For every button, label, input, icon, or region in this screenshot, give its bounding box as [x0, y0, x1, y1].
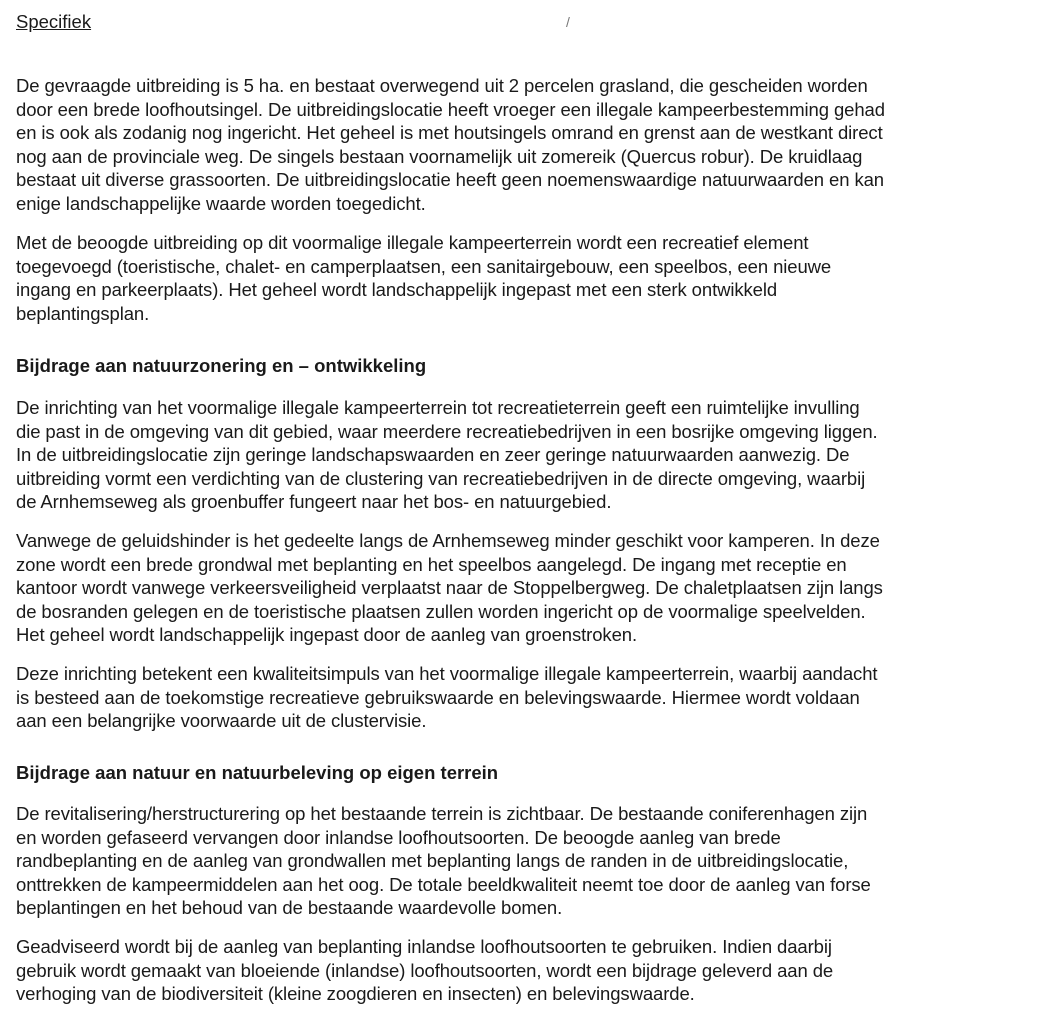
- text-line: In de uitbreidingslocatie zijn geringe landschapswaarden en zeer geringe natuurwaarden aanwezig. De: [16, 444, 850, 466]
- section-heading-natuurbeleving: Bijdrage aan natuur en natuurbeleving op eigen terrein: [16, 762, 499, 783]
- text-line: Vanwege de geluidshinder is het gedeelte langs de Arnhemseweg minder geschikt voor kamperen. In deze: [16, 530, 880, 551]
- text-line: De revitalisering/herstructurering op het bestaande terrein is zichtbaar. De bestaande coniferenhagen zijn: [16, 803, 868, 824]
- text-line: gebruik wordt gemaakt van bloeiende (inlandse) loofhoutsoorten, wordt een bijdrage geleverd aan de: [16, 959, 834, 981]
- scan-speck: /: [566, 14, 570, 30]
- text-line: zone wordt een brede grondwal met beplanting en het speelbos aangelegd. De ingang met receptie en: [16, 553, 847, 575]
- text-line: toegevoegd (toeristische, chalet- en camperplaatsen, een sanitairgebouw, een speelbos, een nieuwe: [16, 255, 832, 277]
- text-line: randbeplanting en de aanleg van grondwallen met beplanting langs de randen in de uitbreidingslocatie,: [16, 850, 849, 872]
- text-line: Deze inrichting betekent een kwaliteitsimpuls van het voormalige illegale kampeerterrein, waarbij aandacht: [16, 663, 878, 684]
- text-line: De inrichting van het voormalige illegale kampeerterrein tot recreatieterrein geeft een ruimtelijke invulling: [16, 397, 860, 418]
- text-line: door een brede loofhoutsingel. De uitbreidingslocatie heeft vroeger een illegale kampeerbestemming gehad: [16, 98, 885, 120]
- section-heading-natuurzonering: Bijdrage aan natuurzonering en – ontwikkeling: [16, 355, 427, 376]
- text-line: uitbreiding vormt een verdichting van de clustering van recreatiebedrijven in de directe omgeving, waarbij: [16, 467, 866, 489]
- text-line: De gevraagde uitbreiding is 5 ha. en bestaat overwegend uit 2 percelen grasland, die gescheiden worden: [16, 75, 868, 96]
- paragraph-1: [16, 74, 1028, 216]
- text-line: ingang en parkeerplaats). Het geheel wordt landschappelijk ingepast met een sterk ontwikkeld: [16, 279, 778, 301]
- text-line: aan een belangrijke voorwaarde uit de clustervisie.: [16, 710, 427, 732]
- paragraph-7: [16, 935, 1028, 1006]
- paragraph-6: [16, 802, 1028, 920]
- text-line: verhoging van de biodiversiteit (kleine zoogdieren en insecten) en belevingswaarde.: [16, 983, 695, 1005]
- text-line: beplantingsplan.: [16, 302, 150, 324]
- text-line: kantoor wordt vanwege verkeersveiligheid verplaatst naar de Stoppelbergweg. De chaletplaatsen zijn langs: [16, 577, 883, 599]
- text-line: die past in de omgeving van dit gebied, waar meerdere recreatiebedrijven in een bosrijke omgeving liggen.: [16, 420, 878, 442]
- text-line: beplantingen en het behoud van de bestaande waardevolle bomen.: [16, 897, 563, 919]
- text-line: onttrekken de kampeermiddelen aan het oog. De totale beeldkwaliteit neemt toe door de aanleg van forse: [16, 873, 871, 895]
- paragraph-4: [16, 529, 1028, 647]
- paragraph-5: [16, 662, 1028, 733]
- text-line: bestaat uit diverse grassoorten. De uitbreidingslocatie heeft geen noemenswaardige natuurwaarden en kan: [16, 169, 884, 191]
- text-line: Met de beoogde uitbreiding op dit voormalige illegale kampeerterrein wordt een recreatief element: [16, 232, 809, 253]
- paragraph-3: [16, 396, 1028, 514]
- paragraph-2: [16, 231, 1028, 325]
- text-line: nog aan de provinciale weg. De singels bestaan voornamelijk uit zomereik (Quercus robur). De kruidlaag: [16, 145, 863, 167]
- text-line: is besteed aan de toekomstige recreatieve gebruikswaarde en belevingswaarde. Hiermee wordt voldaan: [16, 686, 860, 708]
- page-title: Specifiek: [16, 11, 92, 32]
- text-line: de bosranden gelegen en de toeristische plaatsen zullen worden ingericht op de voormalige speelvelden.: [16, 600, 866, 622]
- text-line: Geadviseerd wordt bij de aanleg van beplanting inlandse loofhoutsoorten te gebruiken. Indien daarbij: [16, 936, 832, 957]
- text-line: Het geheel wordt landschappelijk ingepast door de aanleg van groenstroken.: [16, 624, 637, 646]
- text-line: en worden gefaseerd vervangen door inlandse loofhoutsoorten. De beoogde aanleg van brede: [16, 826, 781, 848]
- text-line: en is ook als zodanig nog ingericht. Het geheel is met houtsingels omrand en grenst aan de westkant direct: [16, 122, 883, 144]
- text-line: enige landschappelijke waarde worden toegedicht.: [16, 192, 426, 214]
- text-line: de Arnhemseweg als groenbuffer fungeert naar het bos- en natuurgebied.: [16, 491, 612, 513]
